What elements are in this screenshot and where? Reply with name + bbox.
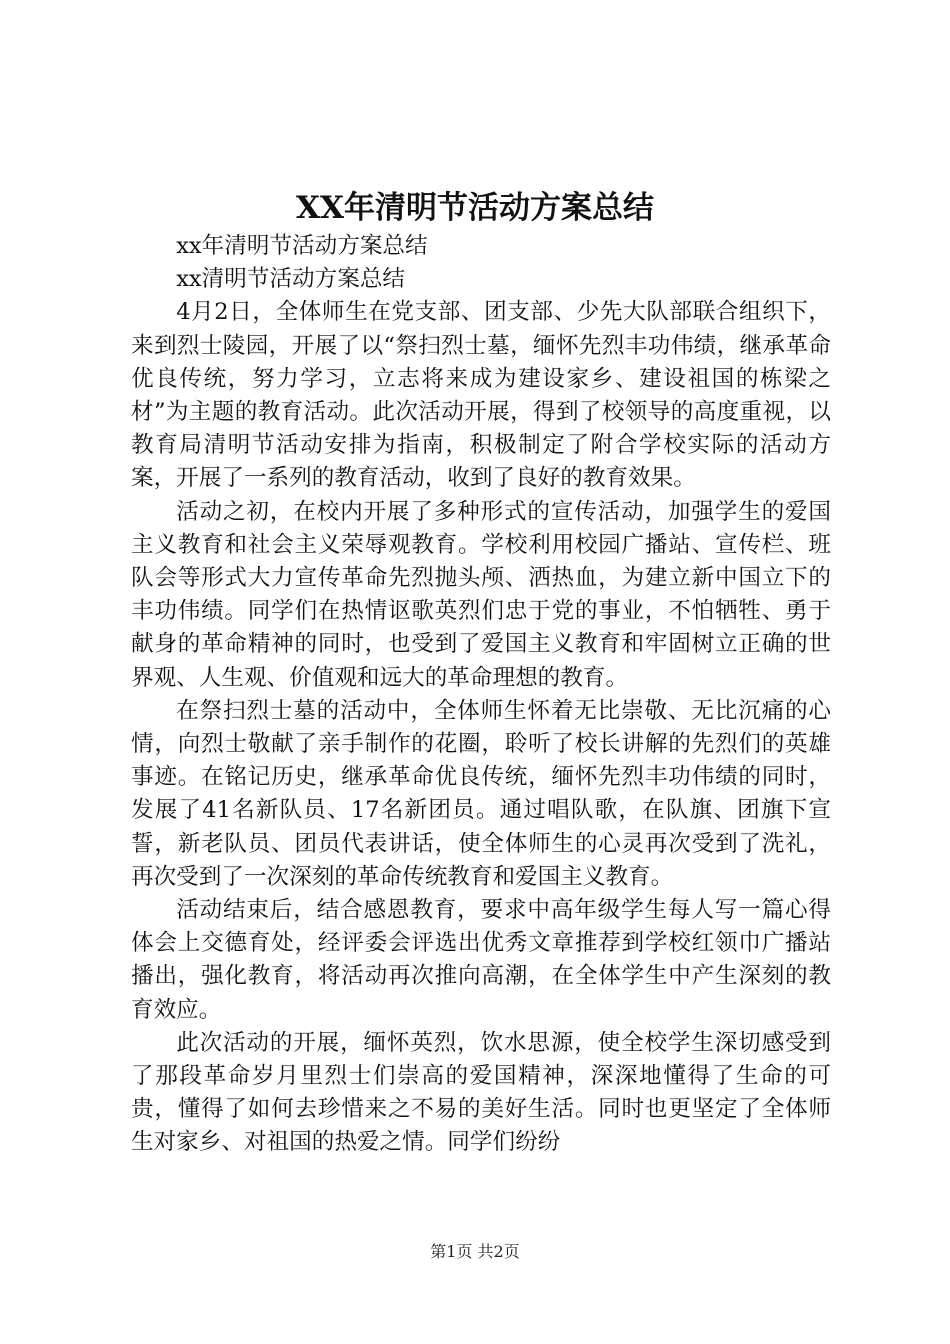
body-paragraph: 在祭扫烈士墓的活动中，全体师生怀着无比崇敬、无比沉痛的心情，向烈士敬献了亲手制作的花圈，聆听了校长讲解的先烈们的英雄事迹。在铭记历史，继承革命优良传统，缅怀先烈丰功伟绩的同时，发展了41名新队员、17名新团员。通过唱队歌，在队旗、团旗下宣誓，新老队员、团员代表讲话，使全体师生的心灵再次受到了洗礼，再次受到了一次深刻的革命传统教育和爱国主义教育。: [131, 697, 831, 890]
body-paragraph: 4月2日，全体师生在党支部、团支部、少先大队部联合组织下，来到烈士陵园，开展了以“祭扫烈士墓，缅怀先烈丰功伟绩，继承革命优良传统，努力学习，立志将来成为建设家乡、建设祖国的栋梁之材”为主题的教育活动。此次活动开展，得到了校领导的高度重视，以教育局清明节活动安排为指南，积极制定了附合学校实际的活动方案，开展了一系列的教育活动，收到了良好的教育效果。: [131, 299, 831, 492]
document-body: [131, 230, 831, 1160]
page-number-footer: 第1页 共2页: [430, 1242, 520, 1261]
document-title: XX年清明节活动方案总结: [295, 190, 655, 226]
body-paragraph: 活动结束后，结合感恩教育，要求中高年级学生每人写一篇心得体会上交德育处，经评委会评选出优秀文章推荐到学校红领巾广播站播出，强化教育，将活动再次推向高潮，在全体学生中产生深刻的教育效应。: [131, 897, 831, 1023]
subtitle-line: xx清明节活动方案总结: [176, 266, 406, 293]
subtitle-line: xx年清明节活动方案总结: [176, 233, 428, 259]
body-paragraph: 此次活动的开展，缅怀英烈，饮水思源，使全校学生深切感受到了那段革命岁月里烈士们崇高的爱国精神，深深地懂得了生命的可贵，懂得了如何去珍惜来之不易的美好生活。同时也更坚定了全体师生对家乡、对祖国的热爱之情。同学们纷纷: [131, 1029, 831, 1156]
body-paragraph: 活动之初，在校内开展了多种形式的宣传活动，加强学生的爱国主义教育和社会主义荣辱观教育。学校利用校园广播站、宣传栏、班队会等形式大力宣传革命先烈抛头颅、洒热血，为建立新中国立下的丰功伟绩。同学们在热情讴歌英烈们忠于党的事业，不怕牺牲、勇于献身的革命精神的同时，也受到了爱国主义教育和牢固树立正确的世界观、人生观、价值观和远大的革命理想的教育。: [131, 498, 831, 691]
